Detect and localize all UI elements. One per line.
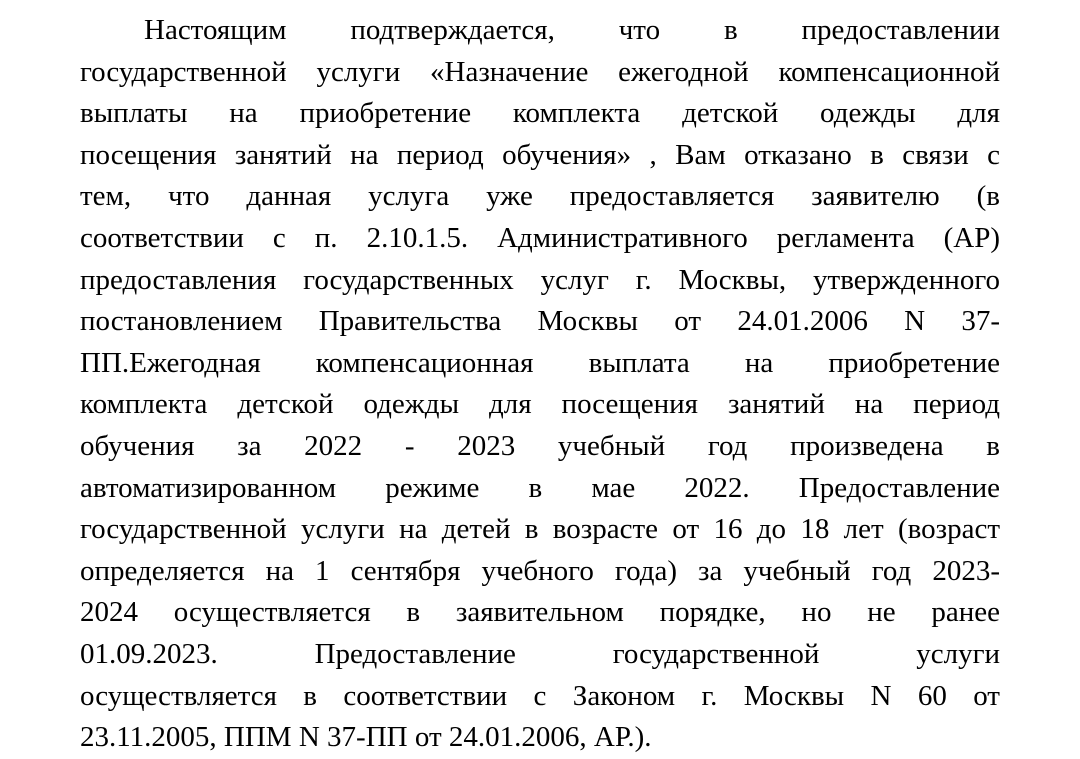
text-line: 2024 осуществляется в заявительном порядке, но не ранее (80, 596, 1000, 629)
text-line: Настоящим подтверждается, что в предоставлении (144, 14, 1000, 46)
text-line: выплаты на приобретение комплекта детской одежды для (80, 97, 1000, 130)
text-line: ПП.Ежегодная компенсационная выплата на приобретение (80, 346, 1000, 379)
text-line: 01.09.2023. Предоставление государственной услуги (80, 637, 1000, 670)
text-line: тем, что данная услуга уже предоставляется заявителю (в (80, 180, 1000, 213)
text-line: определяется на 1 сентября учебного года) за учебный год 2023- (80, 554, 1000, 587)
text-line: осуществляется в соответствии с Законом г. Москвы N 60 от (80, 679, 1000, 712)
text-line: соответствии с п. 2.10.1.5. Административного регламента (АР) (80, 221, 1000, 254)
text-line: комплекта детской одежды для посещения занятий на период (80, 388, 1000, 421)
text-line: обучения за 2022 - 2023 учебный год произведена в (80, 429, 1000, 462)
text-line: государственной услуги «Назначение ежегодной компенсационной (80, 55, 1000, 88)
text-line: государственной услуги на детей в возрасте от 16 до 18 лет (возраст (80, 513, 1000, 546)
text-line: посещения занятий на период обучения» , Вам отказано в связи с (80, 138, 1000, 171)
refusal-notice-text (80, 0, 1000, 759)
text-line: автоматизированном режиме в мае 2022. Предоставление (80, 471, 1000, 504)
text-line: предоставления государственных услуг г. Москвы, утвержденного (80, 263, 1000, 296)
text-line: 23.11.2005, ППМ N 37-ПП от 24.01.2006, АР.). (80, 721, 652, 754)
text-line: постановлением Правительства Москвы от 24.01.2006 N 37- (80, 305, 1000, 338)
